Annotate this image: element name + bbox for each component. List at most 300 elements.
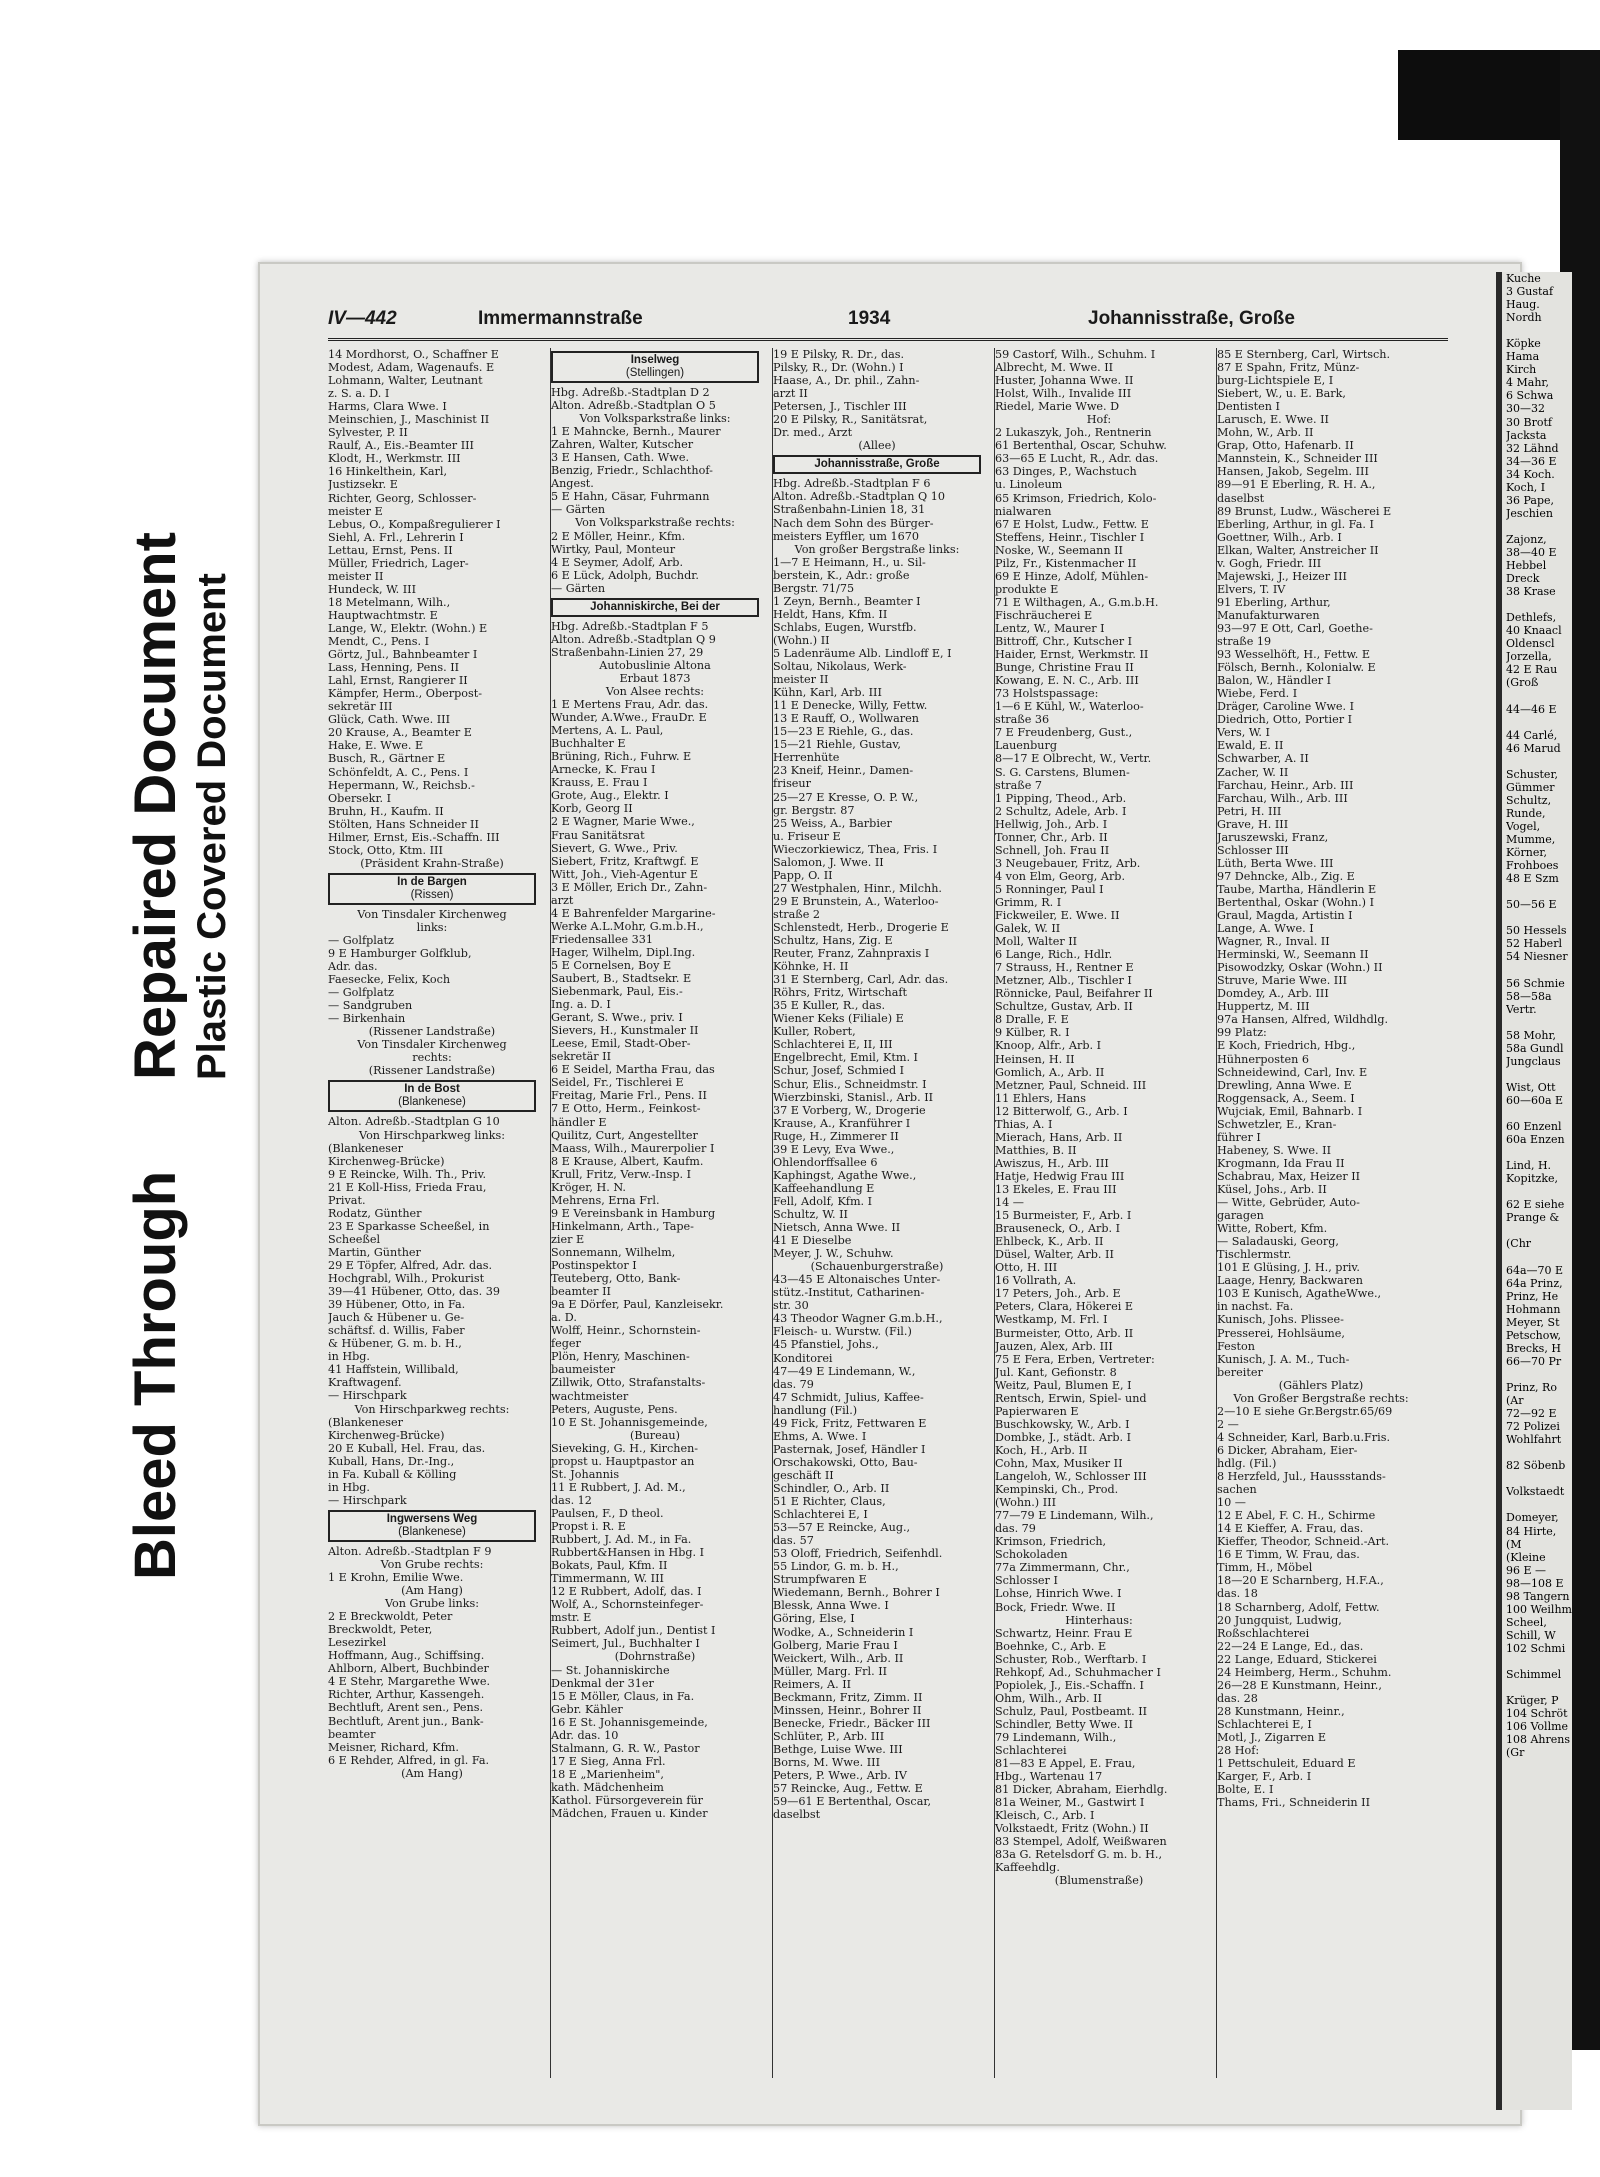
directory-entry: Lange, W., Elektr. (Wohn.) E xyxy=(328,621,488,635)
directory-entry: 87 E Spahn, Fritz, Münz- xyxy=(1217,361,1360,375)
directory-entry: Gomlich, A., Arb. II xyxy=(995,1065,1105,1079)
directory-entry: 19 E Pilsky, R. Dr., das. xyxy=(773,348,905,361)
next-page-line xyxy=(1506,1446,1572,1459)
directory-entry: meister E xyxy=(328,504,383,518)
directory-entry: 59—61 E Bertenthal, Oscar, xyxy=(773,1795,932,1809)
directory-entry: Lauenburg xyxy=(995,739,1058,753)
directory-entry: 29 E Töpfer, Alfred, Adr. das. xyxy=(328,1259,493,1272)
directory-entry: 28 Kunstmann, Heinr., xyxy=(1217,1704,1345,1718)
directory-entry: Jaruszewski, Franz, xyxy=(1217,830,1329,844)
directory-entry: Borns, M. Wwe. III xyxy=(773,1755,880,1769)
next-page-line: Vogel, xyxy=(1506,819,1541,833)
directory-entry: Schneidewind, Carl, Inv. E xyxy=(1217,1065,1368,1079)
directory-entry: Jauch & Hübener u. Ge- xyxy=(328,1311,465,1325)
directory-entry: Soltau, Nikolaus, Werk- xyxy=(773,660,907,674)
directory-entry: 6 E Lück, Adolph, Buchdr. xyxy=(551,568,699,582)
column-3 xyxy=(772,348,981,2078)
directory-entry: Popiolek, J., Eis.-Schaffn. I xyxy=(995,1678,1144,1692)
directory-entry: Holst, Wilh., Invalide III xyxy=(995,387,1132,401)
directory-entry: Manufakturwaren xyxy=(1217,608,1320,622)
directory-entry: Steffens, Heinr., Tischler I xyxy=(995,530,1145,544)
directory-entry: Mehrens, Erna Frl. xyxy=(551,1193,660,1207)
directory-entry: 24 Heimberg, Herm., Schuhm. xyxy=(1217,1665,1392,1679)
next-page-edge xyxy=(1496,272,1572,2110)
next-page-line: 4 Mahr, xyxy=(1506,376,1549,390)
directory-entry: Hbg. Adreßb.-Stadtplan F 5 xyxy=(551,619,709,633)
directory-entry: 16 E St. Johannisgemeinde, xyxy=(551,1715,708,1729)
directory-entry: 22—24 E Lange, Ed., das. xyxy=(1217,1639,1364,1653)
directory-entry: 4 E Seymer, Adolf, Arb. xyxy=(551,555,684,569)
directory-entry: 29 E Brunstein, A., Waterloo- xyxy=(773,894,939,908)
directory-entry: 11 E Denecke, Willy, Fettw. xyxy=(773,699,928,713)
directory-entry: 61 Bertenthal, Oscar, Schuhw. xyxy=(995,439,1167,453)
directory-entry: Awiszus, H., Arb. III xyxy=(995,1156,1109,1170)
directory-entry: Buchhalter E xyxy=(551,737,626,751)
next-page-line xyxy=(1506,598,1572,611)
directory-entry: Von Volksparkstraße rechts: xyxy=(575,516,735,530)
directory-entry: 3 Neugebauer, Fritz, Arb. xyxy=(995,856,1141,870)
next-page-line: 62 E siehe xyxy=(1506,1198,1565,1212)
directory-entry: 65 Krimson, Friedrich, Kolo- xyxy=(995,491,1157,505)
directory-entry: 35 E Kuller, R., das. xyxy=(773,999,886,1013)
directory-entry: Meisner, Richard, Kfm. xyxy=(328,1740,459,1754)
directory-entry: Mierach, Hans, Arb. II xyxy=(995,1130,1123,1144)
street-name: Johannisstraße, Große xyxy=(814,458,940,471)
directory-entry: Stock, Otto, Ktm. III xyxy=(328,843,443,857)
next-page-line xyxy=(1506,1655,1572,1668)
directory-entry: meister II xyxy=(328,569,384,583)
directory-entry: Lebus, O., Kompaßregulierer I xyxy=(328,517,501,531)
directory-entry: Zillwik, Otto, Strafanstalts- xyxy=(551,1376,706,1390)
directory-entry: u. Linoleum xyxy=(995,478,1063,492)
next-page-line: Schill, W xyxy=(1506,1628,1556,1642)
next-page-line: Wist, Ott xyxy=(1506,1080,1556,1094)
directory-entry: Grimm, R. I xyxy=(995,895,1062,909)
directory-entry: Sieveking, G. H., Kirchen- xyxy=(551,1441,699,1455)
directory-entry: Wiener Keks (Filiale) E xyxy=(773,1012,904,1026)
directory-entry: — Sandgruben xyxy=(328,999,413,1013)
directory-entry: meister II xyxy=(773,673,829,687)
directory-entry: Hellwig, Joh., Arb. I xyxy=(995,817,1108,831)
next-page-line: 72 Polizei xyxy=(1506,1420,1560,1434)
next-page-line: Dreck xyxy=(1506,572,1540,586)
directory-entry: 20 E Kuball, Hel. Frau, das. xyxy=(328,1441,486,1455)
next-page-line: 36 Pape, xyxy=(1506,493,1555,507)
directory-entry: Metzner, Alb., Tischler I xyxy=(995,974,1132,988)
directory-entry: Papp, O. II xyxy=(773,868,833,882)
directory-entry: Schultz, Hans, Zig. E xyxy=(773,934,893,948)
directory-entry: Hühnerposten 6 xyxy=(1217,1052,1309,1066)
next-page-line: Jungclaus xyxy=(1506,1054,1561,1068)
directory-entry: 39 E Levy, Eva Wwe., xyxy=(773,1142,895,1156)
directory-entry: Motl, J., Zigarren E xyxy=(1217,1730,1327,1744)
directory-entry: Bechtluft, Arent sen., Pens. xyxy=(328,1701,484,1715)
directory-entry: Burmeister, Otto, Arb. II xyxy=(995,1326,1134,1340)
next-page-line xyxy=(1506,1251,1572,1264)
directory-entry: 39—41 Hübener, Otto, das. 39 xyxy=(328,1285,500,1299)
directory-entry: Timm, H., Möbel xyxy=(1217,1561,1313,1575)
directory-entry: Rodatz, Günther xyxy=(328,1206,422,1220)
next-page-line: Runde, xyxy=(1506,806,1546,820)
directory-entry: (Blankeneser xyxy=(328,1415,403,1429)
directory-entry: in Fa. Kuball & Kölling xyxy=(328,1467,457,1481)
directory-entry: Taube, Martha, Händlerin E xyxy=(1217,882,1377,896)
directory-entry: 21 E Koll-Hiss, Frieda Frau, xyxy=(328,1180,487,1194)
next-page-line: (Groß xyxy=(1506,676,1539,690)
directory-entry: 83a G. Retelsdorf G. m. b. H., xyxy=(995,1848,1163,1862)
directory-entry: Schlachterei E, I xyxy=(773,1508,868,1522)
directory-entry: 1 E Mertens Frau, Adr. das. xyxy=(551,698,709,712)
street-heading xyxy=(551,598,759,617)
directory-entry: Tischlermstr. xyxy=(1217,1248,1292,1262)
directory-entry: 15 E Möller, Claus, in Fa. xyxy=(551,1689,695,1703)
next-page-line xyxy=(1506,520,1572,533)
directory-entry: Kuller, Robert, xyxy=(773,1025,856,1039)
directory-entry: Korb, Georg II xyxy=(551,802,633,816)
directory-entry: arzt xyxy=(551,893,574,907)
directory-entry: produkte E xyxy=(995,582,1059,596)
directory-entry: Von Großer Bergstraße rechts: xyxy=(1233,1391,1409,1405)
directory-entry: 13 Ekeles, E. Frau III xyxy=(995,1183,1117,1196)
header-left-street: Immermannstraße xyxy=(478,308,643,329)
next-page-line xyxy=(1506,1681,1572,1694)
directory-entry: Saubert, B., Stadtsekr. E xyxy=(551,972,692,986)
next-page-line: 30—32 xyxy=(1506,402,1545,416)
directory-entry: Wiebe, Ferd. I xyxy=(1217,687,1298,701)
directory-entry: 93 Wesselhöft, H., Fettw. E xyxy=(1217,648,1371,662)
directory-entry: Schlabs, Eugen, Wurstfb. xyxy=(773,620,917,634)
directory-entry: Sylvester, P. II xyxy=(328,426,408,440)
next-page-line: 104 Schröt xyxy=(1506,1707,1568,1721)
directory-entry: Feston xyxy=(1217,1339,1255,1353)
next-page-line: Wohlfahrt xyxy=(1506,1433,1562,1447)
next-page-line: Scheel, xyxy=(1506,1615,1547,1629)
directory-entry: Kaphingst, Agathe Wwe., xyxy=(773,1168,917,1182)
directory-entry: Engelbrecht, Emil, Ktm. I xyxy=(773,1051,918,1065)
directory-entry: Papierwaren E xyxy=(995,1404,1079,1418)
directory-entry: Pilz, Fr., Kistenmacher II xyxy=(995,556,1137,570)
directory-entry: stütz.-Institut, Catharinen- xyxy=(773,1286,925,1300)
directory-entry: Wiedemann, Bernh., Bohrer I xyxy=(773,1586,940,1600)
directory-entry: Müller, Marg. Frl. II xyxy=(773,1664,888,1678)
directory-entry: Brauseneck, O., Arb. I xyxy=(995,1222,1121,1236)
next-page-line: Krüger, P xyxy=(1506,1694,1559,1708)
directory-entry: 6 E Rehder, Alfred, in gl. Fa. xyxy=(328,1753,490,1767)
directory-entry: Peters, Clara, Hökerei E xyxy=(995,1300,1134,1314)
directory-entry: Huster, Johanna Wwe. II xyxy=(995,374,1134,388)
directory-entry: 14 — xyxy=(995,1196,1024,1210)
directory-entry: Petersen, J., Tischler III xyxy=(773,400,907,414)
directory-entry: Schlachterei xyxy=(995,1744,1067,1758)
directory-entry: z. S. a. D. I xyxy=(328,387,390,401)
directory-entry: Rubbert&Hansen in Hbg. I xyxy=(551,1546,705,1560)
directory-entry: 3 E Hansen, Cath. Wwe. xyxy=(551,451,690,465)
directory-entry: zier E xyxy=(551,1232,585,1246)
directory-entry: — Golfplatz xyxy=(328,986,394,1000)
directory-entry: schäftsf. d. Willis, Faber xyxy=(328,1324,465,1338)
directory-entry: Siehl, A. Frl., Lehrerin I xyxy=(328,530,464,544)
directory-entry: Lahl, Ernst, Rangierer II xyxy=(328,674,468,688)
directory-entry: Fölsch, Bernh., Kolonialw. E xyxy=(1217,661,1376,675)
next-page-line: (Kleine xyxy=(1506,1550,1546,1564)
directory-entry: Farchau, Heinr., Arb. III xyxy=(1217,778,1354,792)
directory-entry: 2—10 E siehe Gr.Bergstr.65/69 xyxy=(1217,1404,1393,1418)
next-page-line: Meyer, St xyxy=(1506,1315,1560,1329)
directory-entry: (Gählers Platz) xyxy=(1278,1378,1364,1392)
directory-entry: Freitag, Marie Frl., Pens. II xyxy=(551,1089,707,1103)
directory-entry: (Präsident Krahn-Straße) xyxy=(360,856,504,870)
directory-entry: 1 Zeyn, Bernh., Beamter I xyxy=(773,594,921,608)
directory-entry: 8 Dralle, F. E xyxy=(995,1013,1069,1027)
directory-entry: Ahlborn, Albert, Buchbinder xyxy=(328,1662,489,1676)
directory-entry: Galek, W. II xyxy=(995,922,1061,936)
directory-entry: Bechtluft, Arent jun., Bank- xyxy=(328,1714,484,1728)
directory-entry: Brüning, Rich., Fuhrw. E xyxy=(551,750,692,764)
directory-entry: Alton. Adreßb.-Stadtplan O 5 xyxy=(551,399,716,413)
directory-entry: 17 E Sieg, Anna Frl. xyxy=(551,1754,666,1768)
directory-entry: (Am Hang) xyxy=(401,1584,463,1598)
next-page-line: 100 Weilhm xyxy=(1506,1602,1572,1616)
directory-entry: 8 E Krause, Albert, Kaufm. xyxy=(551,1154,704,1168)
next-page-line: Koch, I xyxy=(1506,480,1546,494)
directory-entry: Krause, A., Kranführer I xyxy=(773,1116,911,1130)
directory-entry: Erbaut 1873 xyxy=(619,671,691,685)
next-page-line: 98 Tangern xyxy=(1506,1589,1570,1603)
directory-entry: Fleisch- u. Wurstw. (Fil.) xyxy=(773,1325,912,1339)
next-page-line: Körner, xyxy=(1506,846,1547,860)
directory-entry: Gebr. Kähler xyxy=(551,1702,623,1716)
directory-entry: Grote, Aug., Elektr. I xyxy=(551,789,669,803)
directory-entry: Timmermann, W. III xyxy=(551,1572,664,1586)
directory-entry: Eberling, Arthur, in gl. Fa. I xyxy=(1217,517,1374,531)
directory-entry: v. Gogh, Friedr. III xyxy=(1217,556,1322,570)
directory-entry: 55 Lindor, G. m. b. H., xyxy=(773,1560,899,1574)
next-page-line: 84 Hirte, xyxy=(1506,1524,1557,1538)
directory-entry: friseur xyxy=(773,777,811,791)
directory-entry: Kirchenweg-Brücke) xyxy=(328,1428,445,1442)
directory-entry: 15—21 Riehle, Gustav, xyxy=(773,738,901,752)
directory-entry: Alton. Adreßb.-Stadtplan Q 10 xyxy=(773,490,946,504)
directory-entry: Schwetzler, E., Kran- xyxy=(1217,1117,1337,1131)
directory-entry: Mädchen, Frauen u. Kinder xyxy=(551,1807,708,1821)
directory-entry: Reuter, Franz, Zahnpraxis I xyxy=(773,947,930,961)
next-page-line: 106 Vollme xyxy=(1506,1720,1569,1734)
next-page-line: Petschow, xyxy=(1506,1328,1561,1342)
directory-entry: 101 E Glüsing, J. H., priv. xyxy=(1217,1261,1360,1275)
next-page-line: 54 Niesner xyxy=(1506,950,1568,964)
directory-entry: feger xyxy=(551,1337,581,1351)
directory-entry: Richter, Arthur, Kassengeh. xyxy=(328,1688,485,1702)
directory-entry: 53—57 E Reincke, Aug., xyxy=(773,1521,911,1535)
directory-entry: 97a Hansen, Alfred, Wildhdlg. xyxy=(1217,1013,1389,1027)
directory-entry: Graul, Magda, Artistin I xyxy=(1217,909,1353,923)
directory-entry: berstein, K., Adr.: große xyxy=(773,568,910,582)
directory-entry: Röhrs, Fritz, Wirtschaft xyxy=(773,986,907,1000)
directory-entry: Wirtky, Paul, Monteur xyxy=(551,542,676,556)
directory-entry: (Wohn.) III xyxy=(995,1496,1056,1510)
directory-entry: 9 E Vereinsbank in Hamburg xyxy=(551,1206,716,1220)
directory-entry: 39 Hübener, Otto, in Fa. xyxy=(328,1298,466,1312)
directory-entry: (Blumenstraße) xyxy=(1054,1874,1144,1888)
directory-entry: 47—49 E Lindemann, W., xyxy=(773,1364,916,1378)
next-page-line xyxy=(1506,1498,1572,1511)
directory-entry: 81—83 E Appel, E. Frau, xyxy=(995,1757,1136,1771)
directory-entry: Schultz, W. II xyxy=(773,1208,848,1221)
next-page-line: Hama xyxy=(1506,350,1540,364)
next-page-line xyxy=(1506,1146,1572,1159)
directory-entry: 57 Reincke, Aug., Fettw. E xyxy=(773,1782,923,1796)
next-page-line xyxy=(1506,1185,1572,1198)
column-2 xyxy=(550,348,759,2078)
directory-entry: Schindler, O., Arb. II xyxy=(773,1481,890,1495)
directory-entry: Haider, Ernst, Werkmstr. II xyxy=(995,648,1149,662)
next-page-line: Kuche xyxy=(1506,272,1541,285)
directory-entry: Jul. Kant, Gefionstr. 8 xyxy=(995,1365,1117,1379)
directory-entry: Majewski, J., Heizer III xyxy=(1217,569,1347,583)
directory-entry: gr. Bergstr. 87 xyxy=(773,803,855,817)
next-page-line xyxy=(1506,324,1572,337)
directory-entry: Schlosser I xyxy=(995,1574,1058,1588)
directory-entry: Paulsen, F., D theol. xyxy=(551,1506,664,1520)
directory-entry: Ing. a. D. I xyxy=(551,998,611,1012)
page-header xyxy=(328,304,1448,341)
directory-entry: Ehms, A. Wwe. I xyxy=(773,1429,867,1443)
next-page-line: (M xyxy=(1506,1537,1522,1551)
directory-entry: Denkmal der 31er xyxy=(551,1676,654,1690)
directory-entry: Huppertz, M. III xyxy=(1217,1000,1310,1014)
directory-entry: Lange, A. Wwe. I xyxy=(1217,922,1314,936)
next-page-line: 44—46 E xyxy=(1506,702,1557,716)
directory-entry: Pisowodzky, Oskar (Wohn.) II xyxy=(1217,961,1383,975)
directory-entry: Minssen, Heinr., Bohrer II xyxy=(773,1703,922,1717)
directory-entry: Schlosser III xyxy=(1217,843,1289,857)
directory-entry: nialwaren xyxy=(995,504,1052,518)
directory-entry: Knoop, Alfr., Arb. I xyxy=(995,1039,1102,1053)
next-page-line: 32 Lähnd xyxy=(1506,441,1559,455)
directory-entry: Hbg. Adreßb.-Stadtplan D 2 xyxy=(551,386,710,399)
directory-entry: kath. Mädchenheim xyxy=(551,1780,664,1794)
directory-entry: E Koch, Friedrich, Hbg., xyxy=(1217,1039,1356,1053)
next-page-line: Köpke xyxy=(1506,337,1541,351)
directory-entry: 1—6 E Kühl, W., Waterloo- xyxy=(995,700,1144,714)
directory-entry: Mohn, W., Arb. II xyxy=(1217,426,1314,440)
directory-entry: 1 Pettschuleit, Eduard E xyxy=(1217,1757,1356,1771)
directory-entry: Straßenbahn-Linien 27, 29 xyxy=(551,645,704,659)
directory-entry: (Rissener Landstraße) xyxy=(368,1025,496,1039)
directory-entry: — St. Johanniskirche xyxy=(551,1663,670,1677)
directory-entry: Schokoladen xyxy=(995,1548,1068,1562)
directory-entry: 14 E Kieffer, A. Frau, das. xyxy=(1217,1522,1364,1536)
directory-entry: 4 E Bahrenfelder Margarine- xyxy=(551,906,716,920)
column-5 xyxy=(1216,348,1425,2078)
directory-entry: 9 Külber, R. I xyxy=(995,1026,1070,1040)
next-page-line: Haug. xyxy=(1506,298,1540,312)
directory-entry: Von Hirschparkweg rechts: xyxy=(354,1402,510,1416)
directory-entry: Arnecke, K. Frau I xyxy=(551,763,656,777)
directory-entry: Meinschien, J., Maschinist II xyxy=(328,413,490,427)
directory-entry: Privat. xyxy=(328,1193,366,1207)
next-page-line: Frohboes xyxy=(1506,859,1559,873)
directory-entry: Lohmann, Walter, Leutnant xyxy=(328,374,483,388)
directory-entry: hdlg. (Fil.) xyxy=(1217,1456,1277,1470)
directory-entry: 12 E Rubbert, Adolf, das. I xyxy=(551,1585,702,1599)
directory-entry: Dräger, Caroline Wwe. I xyxy=(1217,700,1355,714)
directory-entry: Volkstaedt, Fritz (Wohn.) II xyxy=(995,1822,1149,1836)
directory-entry: Alton. Adreßb.-Stadtplan Q 9 xyxy=(551,632,716,646)
street-heading xyxy=(328,1080,536,1112)
directory-entry: Habeney, S. Wwe. II xyxy=(1217,1143,1332,1157)
directory-entry: Ewald, E. II xyxy=(1217,739,1284,753)
street-heading xyxy=(328,1510,536,1542)
next-page-line: 102 Schmi xyxy=(1506,1641,1566,1655)
directory-entry: Autobuslinie Altona xyxy=(599,658,711,672)
directory-entry: 6 E Seidel, Martha Frau, das xyxy=(551,1063,715,1077)
directory-entry: Krauss, E. Frau I xyxy=(551,776,648,790)
directory-entry: Heldt, Hans, Kfm. II xyxy=(773,607,888,621)
directory-entry: 89 Brunst, Ludw., Wäscherei E xyxy=(1217,504,1392,518)
directory-entry: 49 Fick, Fritz, Fettwaren E xyxy=(773,1416,927,1430)
directory-entry: Werke A.L.Mohr, G.m.b.H., xyxy=(551,919,704,933)
directory-entry: in Hbg. xyxy=(328,1480,370,1494)
directory-entry: Dombke, J., städt. Arb. I xyxy=(995,1430,1132,1444)
directory-entry: St. Johannis xyxy=(551,1467,620,1481)
directory-entry: (Rissener Landstraße) xyxy=(368,1064,496,1078)
directory-entry: Grap, Otto, Hafenarb. II xyxy=(1217,439,1354,453)
directory-entry: Peters, P. Wwe., Arb. IV xyxy=(773,1769,907,1783)
directory-entry: 1 Pipping, Theod., Arb. xyxy=(995,791,1127,805)
next-page-line: 58a Gundl xyxy=(1506,1041,1564,1055)
next-page-line: Zajonz, xyxy=(1506,532,1547,546)
directory-entry: Ruge, H., Zimmerer II xyxy=(773,1129,899,1143)
directory-entry: 2 E Breckwoldt, Peter xyxy=(328,1610,453,1624)
next-page-line: Nordh xyxy=(1506,311,1542,325)
directory-entry: Reimers, A. II xyxy=(773,1677,852,1691)
directory-entry: Wolf, A., Schornsteinfeger- xyxy=(551,1598,704,1612)
directory-entry: Kühn, Karl, Arb. III xyxy=(773,686,882,700)
directory-entry: 6 Lange, Rich., Hdlr. xyxy=(995,948,1113,962)
label-repaired-document: Repaired Document xyxy=(123,532,188,1080)
directory-entry: Wujciak, Emil, Bahnarb. I xyxy=(1217,1104,1363,1118)
directory-entry: mstr. E xyxy=(551,1611,592,1625)
next-page-line xyxy=(1506,755,1572,768)
directory-entry: das. 18 xyxy=(1217,1587,1258,1601)
directory-entry: Salomon, J. Wwe. II xyxy=(773,855,884,869)
directory-entry: Stölten, Hans Schneider II xyxy=(328,817,479,831)
directory-entry: propst u. Hauptpastor an xyxy=(551,1454,695,1468)
directory-entry: Postinspektor I xyxy=(551,1259,637,1273)
directory-entry: burg-Lichtspiele E, I xyxy=(1217,374,1334,388)
directory-entry: Hinkelmann, Arth., Tape- xyxy=(551,1219,694,1233)
directory-entry: str. 30 xyxy=(773,1299,809,1313)
directory-entry: 9 E Reincke, Wilh. Th., Priv. xyxy=(328,1167,487,1181)
directory-entry: Vers, W. I xyxy=(1217,726,1270,740)
directory-entry: — Saladauski, Georg, xyxy=(1217,1235,1339,1249)
directory-entry: Lettau, Ernst, Pens. II xyxy=(328,543,453,557)
next-page-line: Kirch xyxy=(1506,363,1537,377)
next-page-line: Vertr. xyxy=(1506,1002,1537,1016)
directory-entry: Hinterhaus: xyxy=(1065,1613,1133,1627)
directory-entry: Schlachterei E, II, III xyxy=(773,1038,893,1052)
next-page-line: Jorzella, xyxy=(1506,650,1552,664)
directory-entry: Petri, H. III xyxy=(1217,804,1282,818)
directory-entry: 12 Bitterwolf, G., Arb. I xyxy=(995,1104,1128,1118)
street-name: Johanniskirche, Bei der xyxy=(590,600,720,613)
directory-entry: Wunder, A.Wwe., FrauDr. E xyxy=(551,711,707,725)
directory-entry: in nachst. Fa. xyxy=(1217,1300,1294,1314)
directory-entry: Fickweiler, E. Wwe. II xyxy=(995,909,1120,923)
next-page-line xyxy=(1506,1472,1572,1485)
directory-entry: Glück, Cath. Wwe. III xyxy=(328,713,450,727)
